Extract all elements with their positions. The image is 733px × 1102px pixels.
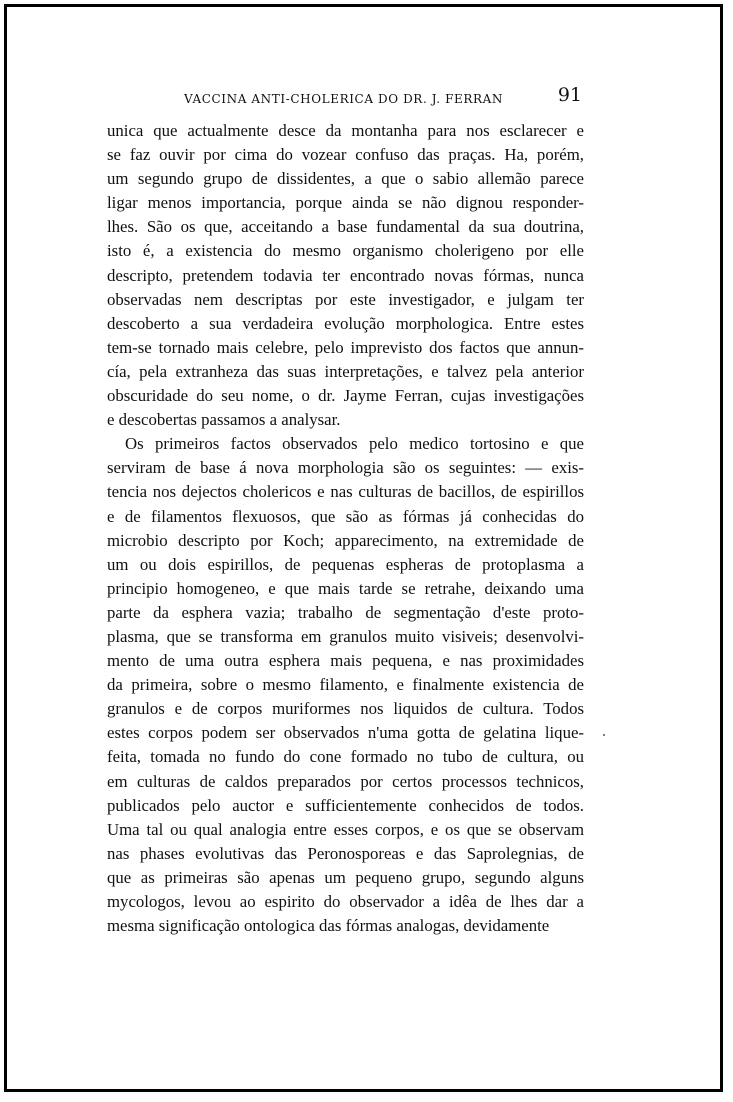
text-line: mycologos, levou ao espirito do observador a idêa de lhes dar a bbox=[107, 892, 584, 911]
text-line: isto é, a existencia do mesmo organismo cholerigeno por elle bbox=[107, 241, 584, 261]
text-line: tem-se tornado mais celebre, pelo imprevisto dos factos que annun- bbox=[107, 337, 584, 357]
paragraph bbox=[107, 432, 584, 938]
text-line: observadas nem descriptas por este investigador, e julgam ter bbox=[107, 289, 584, 309]
text-line: que as primeiras são apenas um pequeno grupo, segundo alguns bbox=[107, 867, 584, 887]
text-line: e de filamentos flexuosos, que são as fórmas já conhecidas do bbox=[107, 506, 584, 526]
text-line: granulos e de corpos muriformes nos liquidos de cultura. Todos bbox=[107, 699, 584, 719]
text-line: cía, pela extranheza das suas interpretações, e talvez pela anterior bbox=[107, 361, 584, 381]
text-line: se faz ouvir por cima do vozear confuso das praças. Ha, porém, bbox=[107, 145, 584, 165]
running-title: VACCINA ANTI-CHOLERICA DO DR. J. FERRAN bbox=[184, 92, 504, 106]
text-line: Uma tal ou qual analogia entre esses corpos, e os que se observam bbox=[107, 819, 584, 839]
text-line: tencia nos dejectos cholericos e nas culturas de bacillos, de espirillos bbox=[107, 482, 584, 502]
text-line: lhes. São os que, acceitando a base fundamental da sua doutrina, bbox=[107, 217, 584, 237]
text-line: e descobertas passamos a analysar. bbox=[107, 410, 341, 430]
text-body bbox=[107, 119, 584, 938]
text-line: um segundo grupo de dissidentes, a que o sabio allemão parece bbox=[107, 169, 584, 189]
text-line: Os primeiros factos observados pelo medico tortosino e que bbox=[125, 434, 584, 454]
text-line: da primeira, sobre o mesmo filamento, e finalmente existencia de bbox=[107, 675, 584, 695]
text-line: plasma, que se transforma em granulos muito visiveis; desenvolvi- bbox=[107, 626, 584, 646]
text-line: serviram de base á nova morphologia são os seguintes: — exis- bbox=[107, 458, 584, 478]
running-head bbox=[108, 84, 584, 114]
text-line: publicados pelo auctor e sufficientemente conhecidos de todos. bbox=[107, 795, 584, 815]
text-line: ligar menos importancia, porque ainda se não dignou responder- bbox=[107, 193, 584, 213]
text-line: unica que actualmente desce da montanha para nos esclarecer e bbox=[107, 121, 584, 140]
text-line: feita, tomada no fundo do cone formado no tubo de cultura, ou bbox=[107, 747, 584, 767]
text-line: um ou dois espirillos, de pequenas espheras de protoplasma a bbox=[107, 554, 584, 574]
text-line: descripto, pretendem todavia ter encontrado novas fórmas, nunca bbox=[107, 265, 584, 285]
text-line: descoberto a sua verdadeira evolução morphologica. Entre estes bbox=[107, 313, 584, 333]
text-line: estes corpos podem ser observados n'uma gotta de gelatina lique- bbox=[107, 723, 584, 743]
text-line: mesma significação ontologica das fórmas analogas, devidamente bbox=[107, 916, 550, 936]
text-line: em culturas de caldos preparados por certos processos technicos, bbox=[107, 771, 584, 791]
text-line: parte da esphera vazia; trabalho de segmentação d'este proto- bbox=[107, 602, 584, 622]
text-line: principio homogeneo, e que mais tarde se retrahe, deixando uma bbox=[107, 578, 584, 598]
text-line: mento de uma outra esphera mais pequena, e nas proximidades bbox=[107, 651, 584, 671]
text-line: microbio descripto por Koch; apparecimento, na extremidade de bbox=[107, 530, 584, 550]
text-line: obscuridade do seu nome, o dr. Jayme Ferran, cujas investigações bbox=[107, 386, 584, 406]
page-number: 91 bbox=[557, 84, 582, 106]
text-line: nas phases evolutivas das Peronosporeas e das Saprolegnias, de bbox=[107, 843, 584, 863]
paper-speck bbox=[603, 734, 605, 736]
paragraph bbox=[107, 119, 584, 432]
